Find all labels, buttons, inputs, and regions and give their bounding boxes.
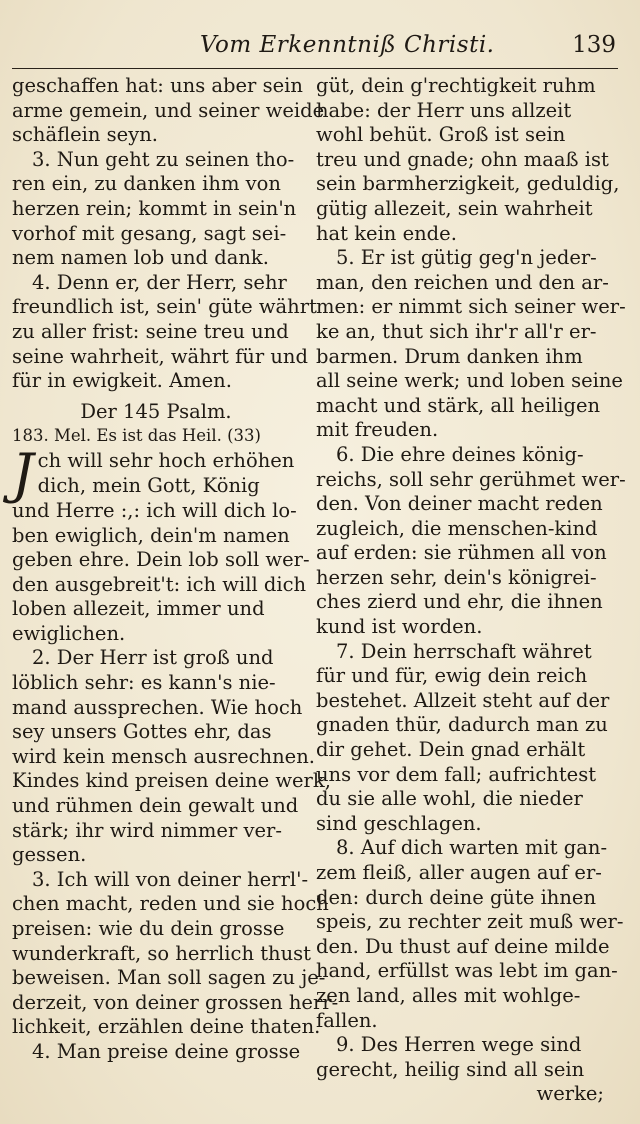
text-line: zugleich, die menschen-kind	[316, 516, 598, 540]
header-rule	[12, 68, 618, 69]
text-line: zem fleiß, aller augen auf er-	[316, 861, 602, 884]
text-line: uns vor dem fall; aufrichtest	[316, 762, 597, 786]
text-line: geben ehre. Dein lob soll wer-	[12, 548, 310, 572]
left-column	[12, 74, 339, 1065]
text-line: 3. Ich will von deiner herrl'-	[32, 867, 309, 891]
text-line: wunderkraft, so herrlich thust	[12, 941, 312, 965]
text-line: zu aller frist: seine treu und	[12, 319, 289, 343]
text-line: kund ist worden.	[316, 615, 483, 639]
drop-capital: J	[12, 441, 34, 505]
stanza-1	[12, 441, 310, 647]
text-line: 5. Er ist gütig geg'n jeder-	[336, 246, 597, 270]
text-line: gütig allezeit, sein wahrheit	[316, 196, 593, 220]
text-line: freundlich ist, sein' güte währt	[12, 295, 317, 319]
catchword: werke;	[536, 1082, 604, 1106]
text-line: und rühmen dein gewalt und	[12, 794, 299, 818]
text-line: men: er nimmt sich seiner wer-	[316, 295, 626, 319]
right-column	[316, 74, 626, 1107]
text-line: ewiglichen.	[12, 621, 126, 645]
text-line: schäflein seyn.	[12, 123, 158, 147]
text-line: den ausgebreit't: ich will dich	[12, 572, 307, 596]
text-line: preisen: wie du dein grosse	[12, 917, 285, 940]
text-line: herzen rein; kommt in sein'n	[12, 196, 297, 220]
text-line: beweisen. Man soll sagen zu je-	[12, 966, 326, 990]
page-number: 139	[572, 32, 616, 58]
text-line: all seine werk; und loben seine	[316, 369, 623, 393]
text-line: speis, zu rechter zeit muß wer-	[316, 910, 624, 934]
text-line: ben ewiglich, dein'm namen	[12, 523, 290, 547]
text-line: hand, erfüllst was lebt im gan-	[316, 959, 618, 983]
text-line: wohl behüt. Groß ist sein	[316, 123, 566, 147]
text-line: 4. Denn er, der Herr, sehr	[32, 270, 287, 294]
text-line: 3. Nun geht zu seinen tho-	[32, 147, 295, 171]
text-line: löblich sehr: es kann's nie-	[12, 671, 276, 695]
text-line: gnaden thür, dadurch man zu	[316, 713, 608, 737]
text-line: fallen.	[316, 1008, 378, 1032]
text-line: nem namen lob und dank.	[12, 246, 269, 270]
text-line: für in ewigkeit. Amen.	[12, 369, 232, 393]
text-line: chen macht, reden und sie hoch	[12, 892, 329, 916]
text-line: sey unsers Gottes ehr, das	[12, 720, 272, 744]
text-line: seine wahrheit, währt für und	[12, 344, 308, 368]
text-line: man, den reichen und den ar-	[316, 270, 609, 294]
text-line: stärk; ihr wird nimmer ver-	[12, 818, 282, 842]
text-line: dir gehet. Dein gnad erhält	[316, 738, 586, 762]
text-line: auf erden: sie rühmen all von	[316, 541, 607, 565]
text-line: macht und stärk, all heiligen	[316, 393, 601, 417]
text-line: reichs, soll sehr gerühmet wer-	[316, 467, 626, 491]
text-line: den: durch deine güte ihnen	[316, 885, 597, 909]
text-line: geschaffen hat: uns aber sein	[12, 74, 303, 97]
text-line: Kindes kind preisen deine werk,	[12, 769, 331, 793]
text-line: 6. Die ehre deines könig-	[336, 442, 584, 466]
text-line: arme gemein, und seiner weide	[12, 98, 325, 122]
text-line: ches zierd und ehr, die ihnen	[316, 590, 603, 614]
text-line: und Herre :,: ich will dich lo-	[12, 498, 297, 522]
text-line: 2. Der Herr ist groß und	[32, 646, 274, 670]
running-title: Vom Erkenntniß Christi.	[200, 32, 495, 58]
text-line: 8. Auf dich warten mit gan-	[336, 836, 608, 860]
text-line: herzen sehr, dein's königrei-	[316, 565, 597, 589]
text-line: lichkeit, erzählen deine thaten.	[12, 1015, 321, 1039]
text-line: gerecht, heilig sind all sein	[316, 1057, 585, 1081]
text-line: mand aussprechen. Wie hoch	[12, 695, 303, 719]
text-line: ren ein, zu danken ihm von	[12, 172, 281, 196]
text-line: treu und gnade; ohn maaß ist	[316, 147, 609, 171]
text-line: 7. Dein herrschaft währet	[336, 639, 592, 663]
text-line: du sie alle wohl, die nieder	[316, 787, 583, 811]
text-line: zen land, alles mit wohlge-	[316, 983, 581, 1007]
text-line: loben allezeit, immer und	[12, 597, 265, 621]
text-line: für und für, ewig dein reich	[316, 664, 588, 688]
text-line: derzeit, von deiner grossen herr-	[12, 990, 339, 1014]
hymn-info: 183. Mel. Es ist das Heil. (33)	[12, 426, 261, 446]
text-line: ch will sehr hoch erhöhen	[37, 448, 295, 472]
text-line: barmen. Drum danken ihm	[316, 344, 583, 368]
text-line: bestehet. Allzeit steht auf der	[316, 688, 610, 712]
text-line: vorhof mit gesang, sagt sei-	[12, 221, 287, 245]
text-line: hat kein ende.	[316, 221, 457, 245]
text-line: den. Von deiner macht reden	[316, 492, 603, 516]
text-line: sein barmherzigkeit, geduldig,	[316, 172, 620, 196]
text-line: den. Du thust auf deine milde	[316, 934, 610, 958]
text-line: mit freuden.	[316, 418, 439, 442]
text-line: habe: der Herr uns allzeit	[316, 98, 572, 122]
psalm-heading: Der 145 Psalm.	[80, 399, 232, 423]
text-line: 9. Des Herren wege sind	[336, 1033, 582, 1057]
text-line: güt, dein g'rechtigkeit ruhm	[316, 74, 596, 97]
text-line: 4. Man preise deine grosse	[32, 1039, 301, 1063]
text-line: sind geschlagen.	[316, 811, 482, 835]
page-header	[10, 28, 616, 68]
text-line: gessen.	[12, 843, 87, 867]
text-line: ke an, thut sich ihr'r all'r er-	[316, 319, 597, 343]
text-line: dich, mein Gott, König	[37, 473, 260, 497]
text-line: wird kein mensch ausrechnen.	[12, 744, 315, 768]
